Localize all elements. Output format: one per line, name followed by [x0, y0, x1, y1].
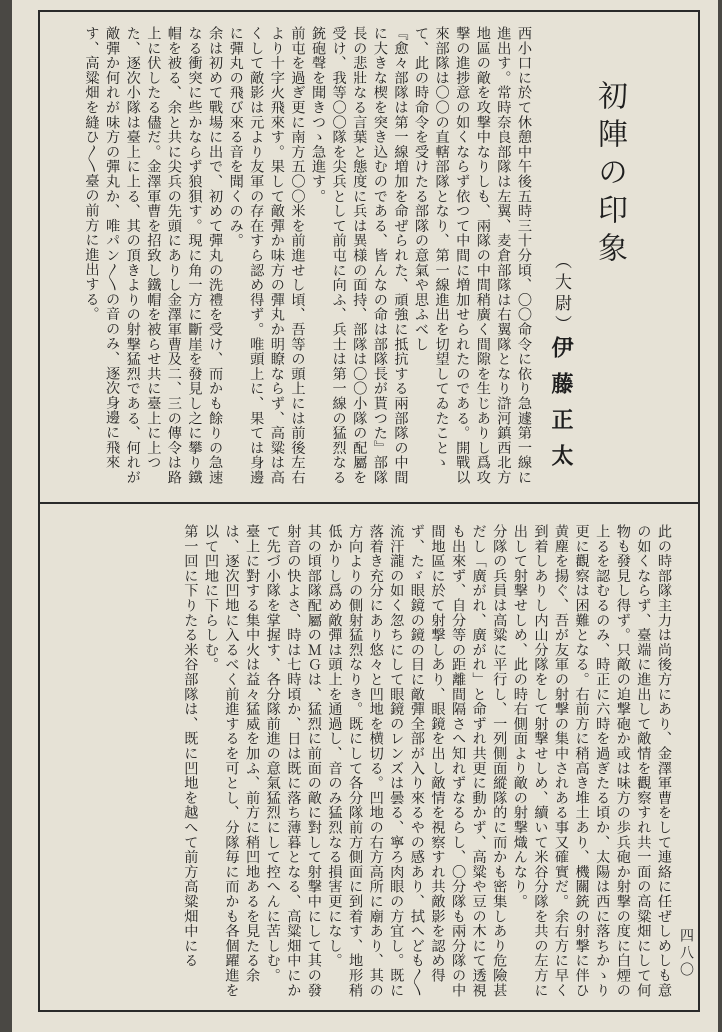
article-title: 初陣の印象 — [592, 80, 627, 270]
author-name: 伊藤正太 — [548, 336, 574, 480]
author-rank: （大尉） — [551, 252, 571, 336]
paragraph: 其の頃部隊配屬のＭＧは、猛烈に前面の敵に對して射撃中にして其の發射音の快よさ、時は七時頃か、日は既に落ち薄暮となる、高粱畑中にかて先づ小隊を掌握す、各分隊前進の意氣猛烈にして控へんに苦しむ。 — [264, 524, 322, 998]
page-number: 四八〇 — [678, 927, 694, 979]
paragraph: 臺上に對する集中火は益々猛威を加ふ、前方に稍凹地あるを見たる余は、逐次凹地に入るべく前進するを可とし、分隊毎に而かも各個躍進を以て凹地に下らしむ。 — [202, 524, 261, 998]
paragraph: 『愈々部隊は第一線増加を命ぜられた、頑強に抵抗する兩部隊の中間に大きな楔を突き込むのである、皆んなの命は部隊長が貰つた』部隊長の悲壯なる言葉と態度に兵は異様の面持、部隊は〇〇小隊の配屬を受け、我等〇〇隊を尖兵として前屯に向ふ、兵士は第一線の猛烈なる銃砲聲を聞きつゝ急進す。 — [310, 26, 409, 485]
lower-text-block — [56, 524, 674, 1002]
paragraph: 前屯を過ぎ更に南方五〇〇米を前進せし頃、吾等の頭上には前後左右より十字火飛來す。果して敵彈か味方の彈丸か明瞭ならず、高粱は高くして敵影は元より友軍の存在すら認め得ず。唯頭上に、果ては身邊に彈丸の飛び來る音を聞くのみ。 — [227, 26, 306, 485]
upper-text-block — [56, 26, 534, 488]
paragraph: 西小口に於て休憩中午後五時三十分頃、〇〇命令に依り急遽第一線に進出す。常時奈良部隊は左翼、麦倉部隊は右翼隊となり滸河鎮西北方地區の敵を攻撃中なりしも、兩隊の中間稍廣く間隙を生じありし爲攻撃の進捗意の如くならず依つて中間に増加せられたのである。開戰以來部隊は〇〇の直轄部隊となり、第一線進出を切望してゐたことゝて、此の時命令を受けたる部隊の意氣や思ふべし — [413, 26, 532, 485]
column-divider — [38, 502, 700, 504]
book-page — [12, 0, 718, 1032]
paragraph: 分隊の兵員は高粱に平行し、一列側面縱隊的に而かも密集しあり危險甚だし「廣がれ、廣がれ」と命ずれ共更に動かず、高粱や豆の木にて透視も出來ず、自分等の距離間隔さへ知れずなるらし、〇分隊も兩分隊の中間地區に於て射撃しあり、眼鏡を出し敵情を視察すれ共敵影を認め得ず、たゞ眼鏡の鏡の目に敵彈全部が入り來るやの感あり、拭へども〳〵流汗瀧の如く忽ちにして眼鏡のレンズは曇る、寧ろ肉眼の方宜し。既に落着き充分にあり悠々と凹地を横切る。凹地の右方高所に廟あり、其の方向よりの側射猛烈なりき。既にして各分隊前方側面に到着す、地形稍低かりし爲め敵彈は頭上を通過し、音のみ猛烈なる損害更になし。 — [326, 524, 508, 998]
byline — [536, 252, 584, 482]
paragraph: 第一回に下りたる米谷部隊は、既に凹地を越へて前方高粱畑中にる — [182, 524, 199, 968]
paragraph: 此の時部隊主力は尚後方にあり、金澤軍曹をして連絡に任ぜしめしも意の如くならず、臺端に進出して敵情を觀察すれ共一面の高粱畑にして何物も發見し得ず。只敵の迫撃砲か或は味方の歩兵砲か射撃の度に白煙の上るを認むるのみ、時正に六時を過ぎたる頃か、太陽は西に落ちかゝり更に觀察は困難となる。右前方に稍高き堆土あり、機關銃の射撃に伴ひ黄塵を揚ぐ、吾が友軍の射撃の集中されある事又確實だ。余右方に早く到着しありし内山分隊をして射撃せしめ、續いて米谷分隊を共の左方に出して射撃せしめ、此の時右側面より敵の射撃熾んなり。 — [511, 524, 672, 998]
paragraph: 余は初めて戰場に出で、初めて彈丸の洗禮を受け、而かも餘りの急速なる衝突に些かならず狼狽す。現に角一方に斷崖を發見し之に攀り鐵帽を被る、余と共に尖兵の先頭にありし金澤軍曹及二、三の傳令は路上に伏したる儘だ。金澤軍曹を招致し鐵帽を被らせ共に臺上に上つた、逐次小隊は臺上に上る、其の頂きよりの射撃猛烈である、何れが敵彈か何れが味方の彈丸か、唯パン〳〵の音のみ、逐次身邊に飛來す、高粱畑を縫ひ〳〵臺の前方に進出する。 — [83, 26, 224, 485]
